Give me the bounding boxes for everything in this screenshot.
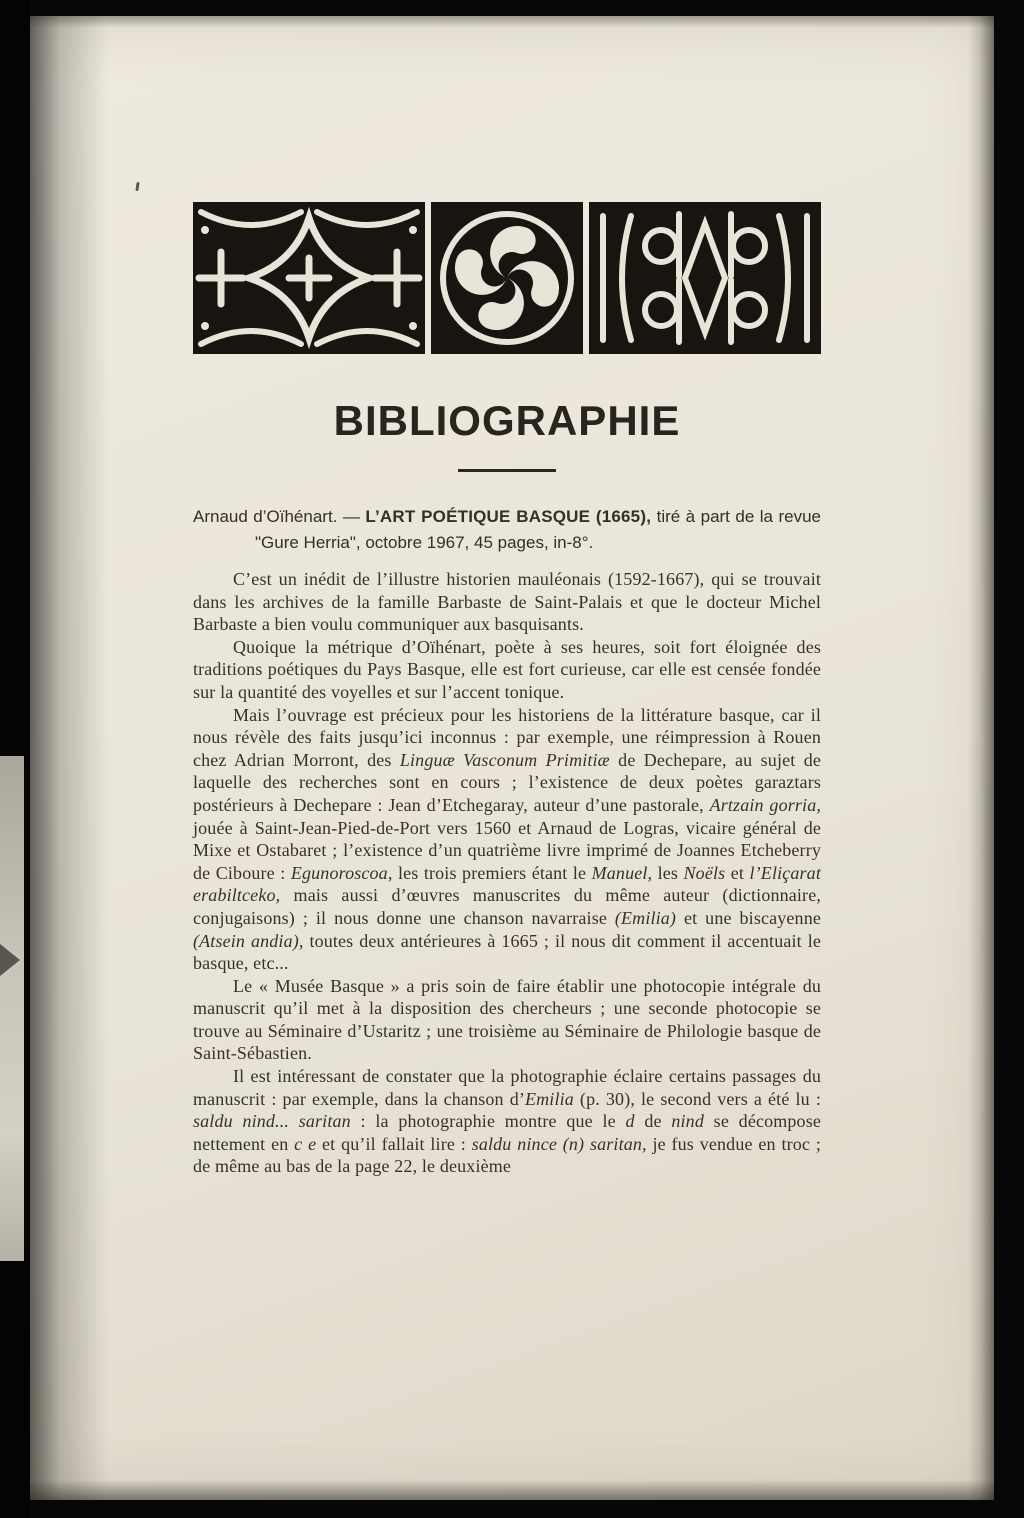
book-page xyxy=(30,16,994,1500)
illustration-fragment-mark xyxy=(0,944,20,976)
body-text xyxy=(193,568,821,1178)
page-title: BIBLIOGRAPHIE xyxy=(333,397,681,444)
paragraph-5: Il est intéressant de constater que la photographie éclaire certains passages du manuscrit : par exemple, dans la chanson d’Emilia (p. 30), le second vers a été lu : saldu nind... saritan : la photographie montre que le d de nind se décompose nettement en c e et qu’il fallait lire : saldu nince (n) saritan, je fus vendue en troc ; de même au bas de la page 22, le deuxième xyxy=(193,1066,822,1177)
gutter-shadow xyxy=(30,16,108,1500)
page-speck xyxy=(135,182,139,191)
facing-page-illustration xyxy=(0,756,24,1261)
ornament-left-panel xyxy=(193,202,425,354)
paragraph-2: Quoique la métrique d’Oïhénart, poète à ses heures, soit fort éloignée des traditions poétiques du Pays Basque, elle est fort curieuse, car elle est censée fondée sur la quantité des voyelles et sur l’accent tonique. xyxy=(193,636,821,702)
bibliography-entry: Arnaud d’Oïhénart. — L’ART POÉTIQUE BASQUE (1665), tiré à part de la revue "Gure Herria", octobre 1967, 45 pages, in-8°. xyxy=(193,507,821,552)
page-right-edge-shadow xyxy=(968,16,994,1500)
basque-ornament-band xyxy=(193,202,821,354)
title-rule xyxy=(458,469,556,472)
page-bottom-edge-shadow xyxy=(30,1480,994,1500)
ornament-right-panel xyxy=(589,202,821,354)
page-content xyxy=(193,16,821,1178)
ornament-center-panel xyxy=(431,202,583,354)
paragraph-4: Le « Musée Basque » a pris soin de faire établir une photocopie intégrale du manuscrit qu’il met à la disposition des chercheurs ; une seconde photocopie se trouve au Séminaire d’Ustaritz ; une troisième au Séminaire de Philologie basque de Saint-Sébastien. xyxy=(193,975,821,1064)
paragraph-3: Mais l’ouvrage est précieux pour les historiens de la littérature basque, car il nous révèle des faits jusqu’ici inconnus : par exemple, une réimpression à Rouen chez Adrian Morront, des Linguæ Vasconum Primitiæ de Dechepare, au sujet de laquelle des recherches sont en cours ; l’existence de deux poètes garaztars postérieurs à Dechepare : Jean d’Etchegaray, auteur d’une pastorale, Artzain gorria, jouée à Saint-Jean-Pied-de-Port vers 1560 et Arnaud de Logras, vicaire général de Mixe et Ostabaret ; l’existence d’un quatrième livre imprimé de Joannes Etcheberry de Ciboure : Egunoroscoa, les trois premiers étant le Manuel, les Noëls et l’Eliçarat erabiltceko, mais aussi d’œuvres manuscrites du même auteur (dictionnaire, conjugaisons) ; il nous donne une chanson navarraise (Emilia) et une biscayenne (Atsein andia), toutes deux antérieures à 1665 ; il nous dit comment il accentuait le basque, etc... xyxy=(193,704,822,974)
paragraph-1: C’est un inédit de l’illustre historien mauléonais (1592-1667), qui se trouvait dans les archives de la famille Barbaste de Saint-Palais et que le docteur Michel Barbaste a bien voulu communiquer aux basquisants. xyxy=(193,569,821,635)
facing-page-edge xyxy=(0,0,30,1518)
